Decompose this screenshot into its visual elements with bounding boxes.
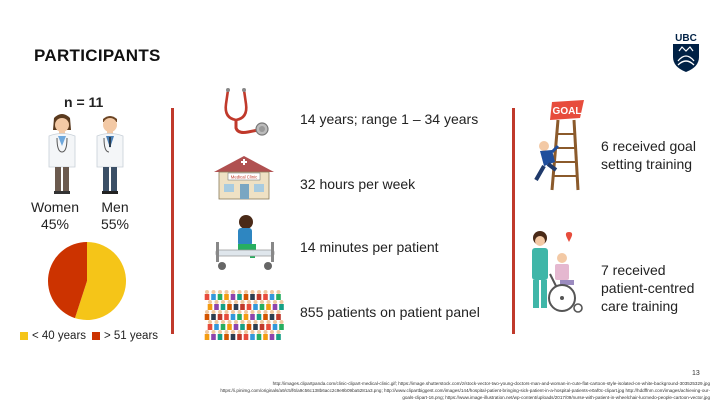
patient-bed-icon [212, 212, 278, 277]
stat-pcc-training [601, 261, 694, 315]
stat-pcc-line-1: 7 received [601, 262, 666, 278]
legend-label-under-40: < 40 years [32, 330, 87, 342]
stat-hours: 32 hours per week [300, 176, 416, 192]
legend-swatch-over-51 [92, 332, 100, 340]
crowd-icon [203, 286, 285, 342]
age-pie-chart [46, 240, 128, 322]
participant-count: n = 11 [64, 94, 104, 110]
women-percentage: 45% [40, 216, 70, 232]
stat-goal-line-1: 6 received goal [601, 138, 696, 154]
medical-clinic-icon [212, 154, 276, 205]
clinic-sign-text: Medical Clinic [230, 174, 258, 180]
legend-swatch-under-40 [20, 332, 28, 340]
goal-sign-text: GOAL [552, 106, 582, 117]
man-doctor-icon [92, 112, 128, 194]
stat-goal-training [601, 137, 696, 173]
stat-pcc-line-3: care training [601, 298, 679, 314]
legend-label-over-51: > 51 years [104, 330, 159, 342]
men-label: Men [101, 199, 129, 215]
men-group [90, 199, 140, 233]
stat-experience: 14 years; range 1 – 34 years [300, 111, 479, 127]
svg-text:UBC: UBC [675, 33, 697, 44]
left-divider [171, 108, 174, 334]
stethoscope-icon [216, 86, 272, 143]
image-references: http://images.clipartpanda.com/clinic-clipart-medical-clinic.gif; https://image.shutterstock.com/z/stock-vector-two-young-doctors-man-and-woman-in-cute-flat-cartoon-style-isolated-on-white-background-303525329.jpg https://i.pinimg.com/originals/a9/c5/f6/a9c56c138b6acc2c9e9b09ba5281a3.png; http://www.clipartbiggest.com/images/144/hospital-patient-bringing-sick-patient-in-a-hospital-patients-e0af0c-clipart.jpg http://hddffnm.com/images/achieving-our-goals-clipart-16.png; https://www.image-illustration.net/wp-content/uploads/2017/09/nurse-with-patient-in-wheelchair-lucmedo-people-cartoon-vector.jpg [220, 381, 710, 400]
legend-item-over-51 [92, 330, 158, 342]
stat-minutes: 14 minutes per patient [300, 239, 439, 255]
men-percentage: 55% [100, 216, 130, 232]
page-number: 13 [692, 370, 700, 377]
right-divider [512, 108, 515, 334]
goal-ladder-icon [522, 100, 588, 197]
legend-item-under-40 [20, 330, 86, 342]
women-label: Women [31, 199, 79, 215]
slide-title: PARTICIPANTS [34, 46, 161, 65]
women-group [26, 199, 84, 233]
woman-doctor-icon [44, 112, 80, 194]
nurse-wheelchair-icon [522, 228, 588, 323]
ubc-logo [670, 31, 702, 73]
stat-panel: 855 patients on patient panel [300, 304, 480, 320]
stat-pcc-line-2: patient-centred [601, 280, 695, 296]
stat-goal-line-2: setting training [601, 156, 693, 172]
